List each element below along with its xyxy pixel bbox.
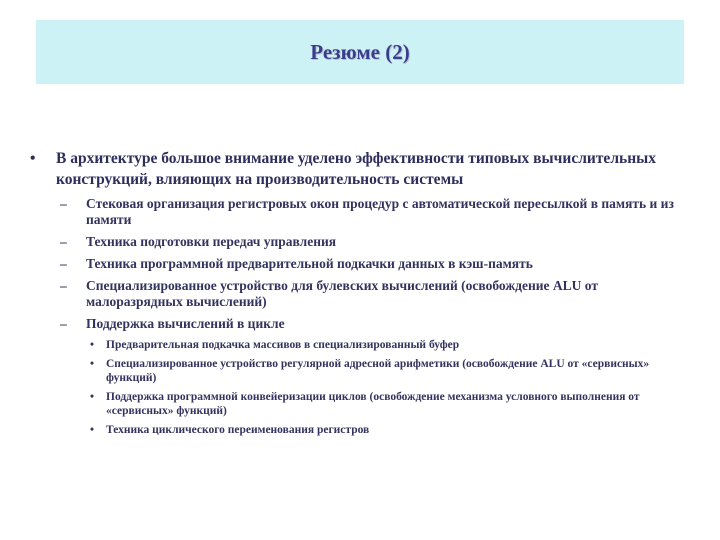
sub-item-text: Стековая организация регистровых окон процедур с автоматической пересылкой в память и из памяти <box>86 196 674 227</box>
title-banner <box>36 20 684 84</box>
main-bullet <box>30 148 690 190</box>
dash-icon: – <box>60 234 67 249</box>
loop-item-text: Поддержка программной конвейеризации циклов (освобождение механизма условного выполнения от «сервисных» функций) <box>106 391 640 417</box>
sub-item-text: Техника подготовки передач управления <box>86 234 337 249</box>
dash-icon: – <box>60 278 67 293</box>
sub-item-text: Техника программной предварительной подкачки данных в кэш-память <box>86 256 533 271</box>
loop-item-text: Техника циклического переименования регистров <box>106 424 370 436</box>
bullet-icon: • <box>90 424 95 436</box>
sub-item-list <box>30 196 690 437</box>
sub-item <box>58 316 690 332</box>
bullet-icon: • <box>30 150 36 167</box>
bullet-icon: • <box>90 339 95 351</box>
loop-item-text: Специализированное устройство регулярной адресной арифметики (освобождение ALU от «сервисных» функций) <box>106 358 650 384</box>
slide-title: Резюме (2) <box>310 39 410 64</box>
loop-item <box>90 423 690 437</box>
sub-item <box>58 278 690 310</box>
sub-item-text: Специализированное устройство для булевских вычислений (освобождение ALU от малоразрядных вычислений) <box>86 278 598 309</box>
dash-icon: – <box>60 316 67 331</box>
bullet-icon: • <box>90 391 95 403</box>
loop-item-text: Предварительная подкачка массивов в специализированный буфер <box>106 339 460 351</box>
sub-item <box>58 196 690 228</box>
sub-item-text: Поддержка вычислений в цикле <box>86 316 285 331</box>
bullet-icon: • <box>90 358 95 370</box>
slide-content <box>30 148 690 442</box>
sub-item <box>58 234 690 250</box>
loop-item <box>90 357 690 385</box>
main-bullet-text: В архитектуре большое внимание уделено эффективности типовых вычислительных конструкций, влияющих на производительность системы <box>56 150 656 188</box>
sub-item <box>58 256 690 272</box>
loop-item <box>90 338 690 352</box>
dash-icon: – <box>60 196 67 211</box>
loop-item <box>90 390 690 418</box>
dash-icon: – <box>60 256 67 271</box>
loop-item-list <box>58 338 690 437</box>
